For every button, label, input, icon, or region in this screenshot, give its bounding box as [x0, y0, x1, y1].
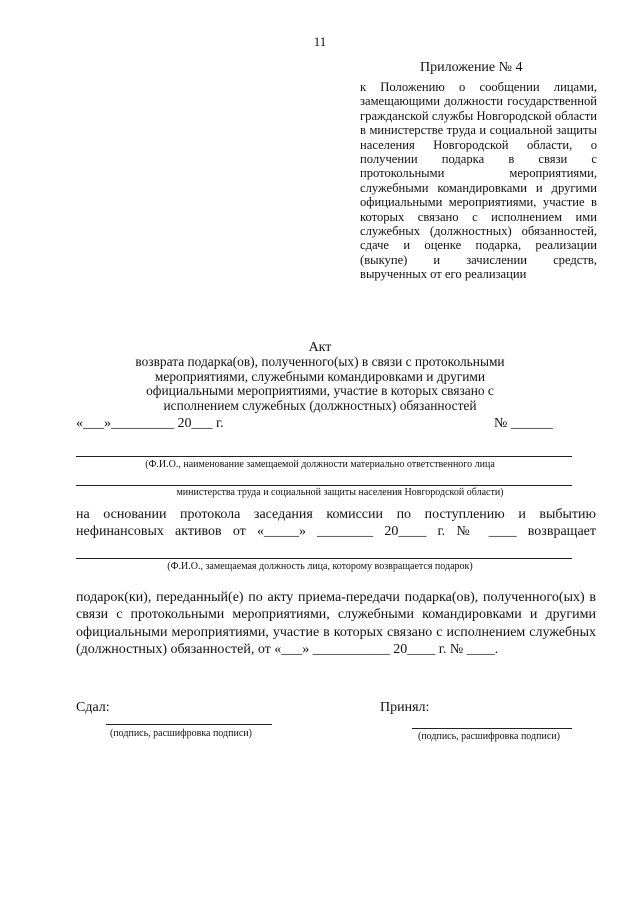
handed-over-signature-caption: (подпись, расшифровка подписи) — [110, 728, 252, 739]
responsible-person-line — [76, 456, 572, 457]
act-date-field: «___»_________ 20___ г. — [76, 416, 224, 431]
act-subtitle: возврата подарка(ов), полученного(ых) в связи с протокольными мероприятиями, служебными командировками и другими официальными мероприятиями, участие в которых связано с исполнением служебных (должностных) обязанностей — [135, 354, 505, 413]
received-signature-line — [412, 728, 572, 729]
handed-over-label: Сдал: — [76, 700, 110, 715]
recipient-line — [76, 558, 572, 559]
ministry-line — [76, 485, 572, 486]
gifts-text: подарок(ки), переданный(е) по акту приема-передачи подарка(ов), полученного(ых) в связи с протокольными мероприятиями, служебными командировками и другими официальными мероприятиями, участие в которых связано с исполнением служебных (должностных) обязанностей, от «___» ___________ 20____ г. № ____. — [76, 590, 596, 658]
basis-text: на основании протокола заседания комиссии по поступлению и выбытию нефинансовых активов от «_____» ________ 20____ г. № ____ возвращает — [76, 507, 596, 539]
responsible-person-caption: (Ф.И.О., наименование замещаемой должности материально ответственного лица — [145, 459, 495, 470]
received-label: Принял: — [380, 700, 430, 715]
recipient-caption: (Ф.И.О., замещаемая должность лица, которому возвращается подарок) — [167, 561, 473, 572]
appendix-title: Приложение № 4 — [420, 60, 523, 75]
handed-over-signature-line — [106, 724, 272, 725]
received-signature-caption: (подпись, расшифровка подписи) — [418, 731, 560, 742]
act-title: Акт — [308, 340, 332, 355]
appendix-body: к Положению о сообщении лицами, замещающими должности государственной гражданской службы Новгородской области в министерстве труда и социальной защиты населения Новгородской области, о получении подарка в связи с протокольными мероприятиями, служебными командировками и другими официальными мероприятиями, участие в которых связано с исполнением ими служебных (должностных) обязанностей, сдаче и оценке подарка, реализации (выкупе) и зачислении средств, вырученных от его реализации — [360, 80, 597, 282]
ministry-caption: министерства труда и социальной защиты населения Новгородской области) — [176, 487, 504, 498]
page-number: 11 — [313, 34, 327, 49]
act-number-field: № ______ — [494, 416, 553, 431]
